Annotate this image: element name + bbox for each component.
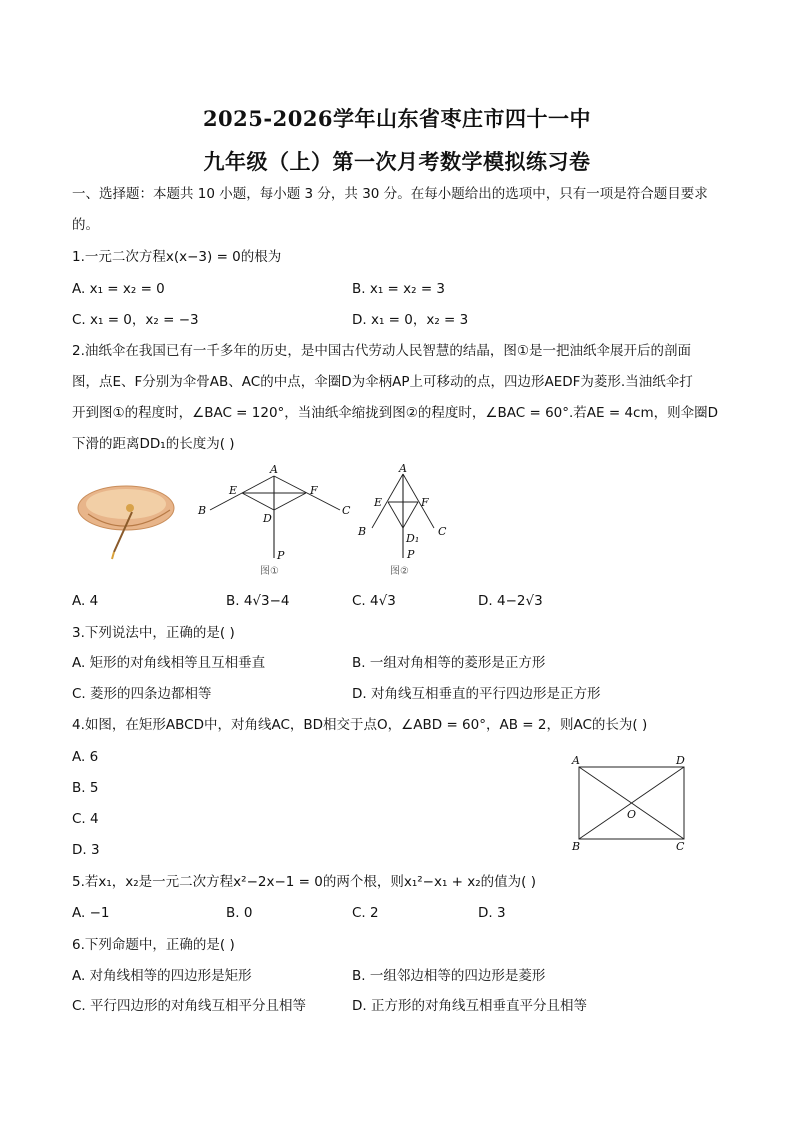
fig1-label-d: D xyxy=(263,512,272,525)
q3-option-a[interactable]: A. 矩形的对角线相等且互相垂直 xyxy=(72,655,266,671)
q3-option-d[interactable]: D. 对角线互相垂直的平行四边形是正方形 xyxy=(352,686,601,702)
q6-option-d[interactable]: D. 正方形的对角线互相垂直平分且相等 xyxy=(352,998,587,1014)
q5-option-d[interactable]: D. 3 xyxy=(478,905,506,921)
page-title: 2025-2026学年山东省枣庄市四十一中 xyxy=(202,106,592,131)
q2-option-c[interactable]: C. 4√3 xyxy=(352,593,396,609)
q2-stem-2: 图，点E、F分别为伞骨AB、AC的中点，伞圈D为伞柄AP上可移动的点，四边形AEDF为菱形.当油纸伞打 xyxy=(72,374,693,390)
q6-option-a[interactable]: A. 对角线相等的四边形是矩形 xyxy=(72,968,252,984)
q4-stem: 4.如图，在矩形ABCD中，对角线AC，BD相交于点O，∠ABD = 60°，AB = 2，则AC的长为( ) xyxy=(72,717,648,733)
fig2-caption: 图② xyxy=(390,566,409,577)
q2-stem-4: 下滑的距离DD₁的长度为( ) xyxy=(72,436,235,452)
q3-stem: 3.下列说法中，正确的是( ) xyxy=(72,625,235,641)
umbrella-image xyxy=(78,486,174,559)
q6-option-c[interactable]: C. 平行四边形的对角线互相平分且相等 xyxy=(72,998,307,1014)
q1-option-d[interactable]: D. x₁ = 0，x₂ = 3 xyxy=(352,312,469,328)
fig2-label-c: C xyxy=(438,525,447,538)
q2-stem-3: 开到图①的程度时，∠BAC = 120°，当油纸伞缩拢到图②的程度时，∠BAC = 60°.若AE = 4cm，则伞圈D xyxy=(72,405,719,421)
fig2-label-d1: D₁ xyxy=(406,532,420,545)
fig1-label-c: C xyxy=(342,504,351,517)
fig1-label-e: E xyxy=(229,484,238,497)
fig2-label-b: B xyxy=(358,525,367,538)
fig2-label-p: P xyxy=(407,548,415,561)
q4-option-c[interactable]: C. 4 xyxy=(72,811,99,827)
q5-option-c[interactable]: C. 2 xyxy=(352,905,379,921)
q4-option-a[interactable]: A. 6 xyxy=(72,749,99,765)
fig1-label-p: P xyxy=(277,549,285,562)
q4-label-a: A xyxy=(572,754,580,767)
fig2-label-a: A xyxy=(399,462,407,475)
q6-option-b[interactable]: B. 一组邻边相等的四边形是菱形 xyxy=(352,968,546,984)
q2-option-a[interactable]: A. 4 xyxy=(72,593,99,609)
q3-option-c[interactable]: C. 菱形的四条边都相等 xyxy=(72,686,212,702)
figure-1 xyxy=(197,463,351,577)
q2-stem-1: 2.油纸伞在我国已有一千多年的历史，是中国古代劳动人民智慧的结晶，图①是一把油纸伞展开后的剖面 xyxy=(72,343,691,359)
q4-label-o: O xyxy=(627,808,637,821)
q1-stem: 1.一元二次方程x(x−3) = 0的根为 xyxy=(72,249,282,265)
q2-option-d[interactable]: D. 4−2√3 xyxy=(478,593,543,609)
q4-label-c: C xyxy=(676,840,685,853)
fig2-label-f: F xyxy=(421,496,429,509)
fig1-caption: 图① xyxy=(260,566,279,577)
q1-option-b[interactable]: B. x₁ = x₂ = 3 xyxy=(352,281,446,297)
section-heading-cont: 的。 xyxy=(72,217,99,233)
q5-option-a[interactable]: A. −1 xyxy=(72,905,110,921)
q3-option-b[interactable]: B. 一组对角相等的菱形是正方形 xyxy=(352,655,546,671)
q6-stem: 6.下列命题中，正确的是( ) xyxy=(72,937,235,953)
q4-label-b: B xyxy=(572,840,581,853)
q2-option-b[interactable]: B. 4√3−4 xyxy=(226,593,290,609)
section-heading: 一、选择题：本题共 10 小题，每小题 3 分，共 30 分。在每小题给出的选项中，只有一项是符合题目要求 xyxy=(72,186,708,202)
fig1-label-f: F xyxy=(310,484,318,497)
q4-option-d[interactable]: D. 3 xyxy=(72,842,100,858)
fig1-label-a: A xyxy=(270,463,278,476)
q5-stem: 5.若x₁，x₂是一元二次方程x²−2x−1 = 0的两个根，则x₁²−x₁ + x₂的值为( ) xyxy=(72,874,537,890)
q2-figure-2 xyxy=(350,462,460,582)
q1-option-a[interactable]: A. x₁ = x₂ = 0 xyxy=(72,281,165,297)
q5-option-b[interactable]: B. 0 xyxy=(226,905,253,921)
q1-option-c[interactable]: C. x₁ = 0，x₂ = −3 xyxy=(72,312,199,328)
fig1-label-b: B xyxy=(198,504,207,517)
fig2-label-e: E xyxy=(374,496,383,509)
q2-figures xyxy=(70,462,370,582)
q4-option-b[interactable]: B. 5 xyxy=(72,780,99,796)
page-subtitle: 九年级（上）第一次月考数学模拟练习卷 xyxy=(203,149,591,174)
q4-label-d: D xyxy=(676,754,685,767)
q4-rectangle-figure xyxy=(566,748,696,854)
